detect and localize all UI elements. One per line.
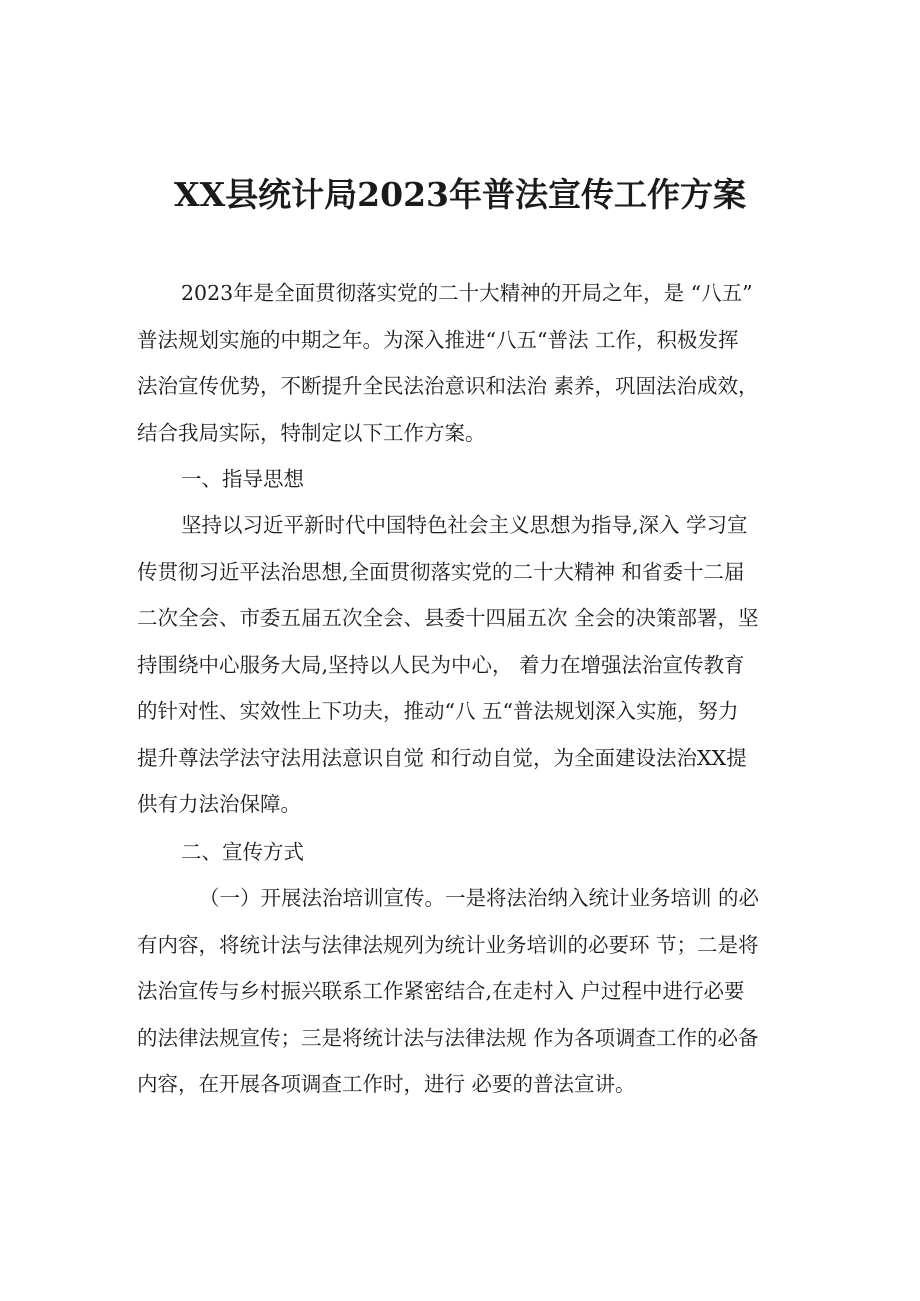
section1-line-2: 传贯彻习近平法治思想,全面贯彻落实党的二十大精神 和省委十二届: [137, 559, 745, 584]
intro-line-4: 结合我局实际，特制定以下工作方案。: [137, 420, 486, 445]
section1-line-3: 二次全会、市委五届五次全会、县委十四届五次 全会的决策部署，坚: [137, 606, 759, 630]
intro-paragraph: [137, 270, 787, 456]
section1-heading: 一、指导思想: [181, 467, 304, 491]
section1-paragraph: [137, 502, 787, 828]
section2-heading-block: [137, 829, 787, 876]
section1-heading-block: [137, 456, 787, 503]
intro-line-3: 法治宣传优势，不断提升全民法治意识和法治 素养，巩固法治成效，: [137, 374, 759, 398]
section2-heading: 二、宣传方式: [181, 840, 304, 864]
section2-sub1-paragraph: [137, 875, 787, 1108]
section1-line-5: 的针对性、实效性上下功夫，推动“八 五“普法规划深入实施，努力: [137, 699, 739, 723]
section2-sub1-line-5: 内容，在开展各项调查工作时，进行 必要的普法宣讲。: [137, 1072, 636, 1096]
section2-sub1-line-4: 的法律法规宣传；三是将统计法与法律法规 作为各项调查工作的必备: [137, 1025, 759, 1050]
section1-line-1: 坚持以习近平新时代中国特色社会主义思想为指导,深入 学习宣: [181, 513, 748, 537]
section2-sub1-line-1: （一）开展法治培训宣传。一是将法治纳入统计业务培训 的必: [199, 886, 760, 910]
section2-sub1-line-3: 法治宣传与乡村振兴联系工作紧密结合,在走村入 户过程中进行必要: [137, 979, 745, 1003]
section1-line-7: 供有力法治保障。: [137, 792, 301, 816]
intro-line-2: 普法规划实施的中期之年。为深入推进“八五“普法 工作，积极发挥: [137, 327, 739, 352]
document-title: XX县统计局2023年普法宣传工作方案: [173, 175, 747, 214]
section1-line-6: 提升尊法学法守法用法意识自觉 和行动自觉，为全面建设法治XX提: [137, 745, 747, 770]
section2-sub1-line-2: 有内容，将统计法与法律法规列为统计业务培训的必要环 节；二是将: [137, 932, 759, 957]
section1-line-4: 持围绕中心服务大局,坚持以人民为中心， 着力在增强法治宣传教育: [137, 652, 745, 677]
intro-line-1: 2023年是全面贯彻落实党的二十大精神的开局之年，是 “八五”: [181, 281, 753, 305]
